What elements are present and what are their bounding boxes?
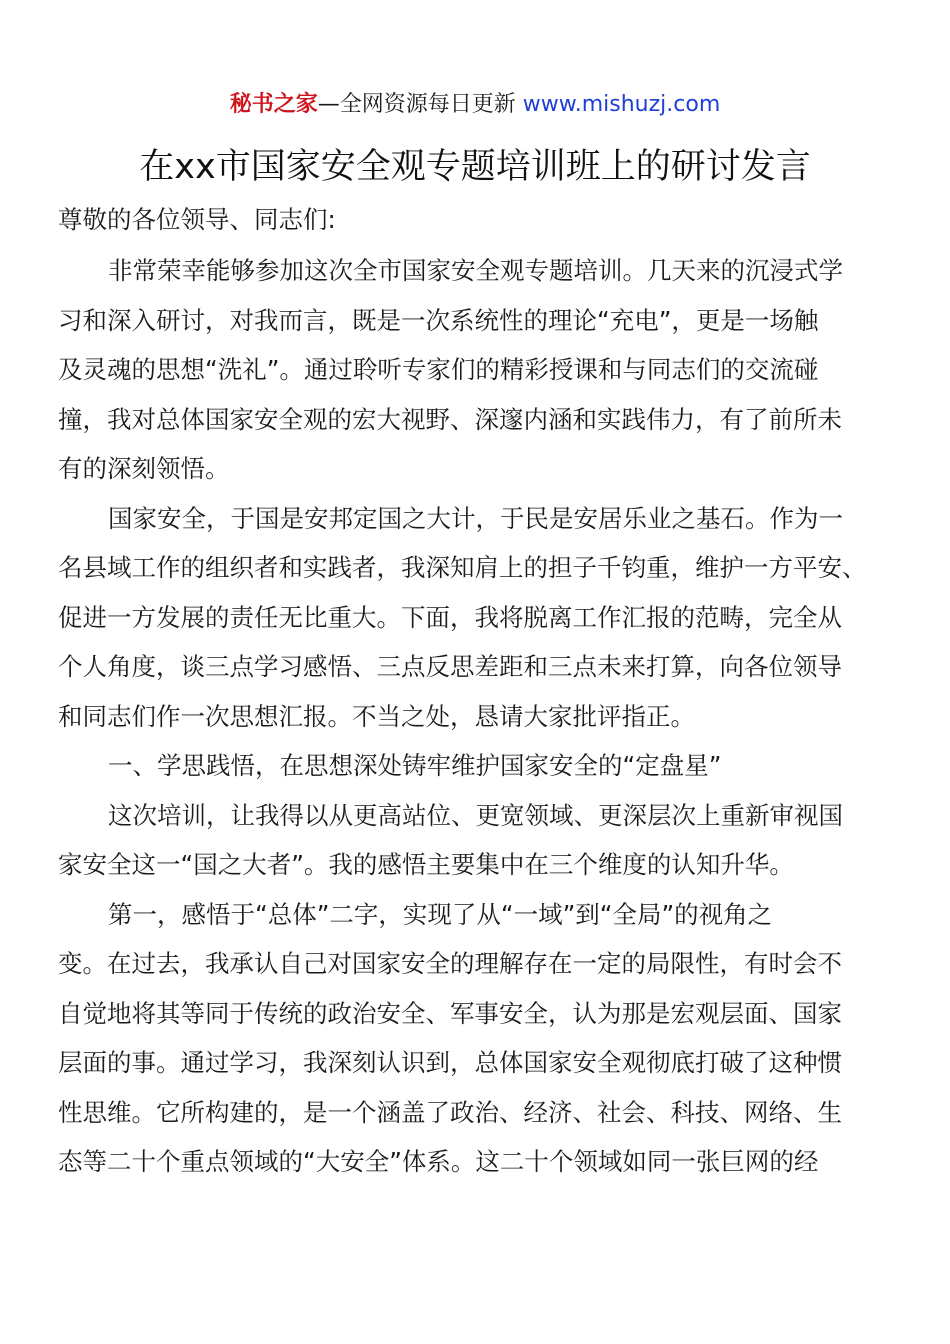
site-url-link[interactable]: www.mishuzj.com: [522, 92, 721, 117]
document-title: 在xx市国家安全观专题培训班上的研讨发言: [139, 147, 811, 187]
paragraph-line: 变。在过去，我承认自己对国家安全的理解存在一定的局限性，有时会不: [58, 949, 842, 978]
paragraph-line: 名县域工作的组织者和实践者，我深知肩上的担子千钧重，维护一方平安、: [58, 553, 867, 582]
paragraph-line: 家安全这一“国之大者”。我的感悟主要集中在三个维度的认知升华。: [58, 850, 794, 879]
salutation: 尊敬的各位领导、同志们:: [58, 205, 336, 234]
paragraph-line: 性思维。它所构建的，是一个涵盖了政治、经济、社会、科技、网络、生: [58, 1097, 842, 1127]
site-name: 秘书之家: [229, 92, 318, 117]
paragraph-line: 习和深入研讨，对我而言，既是一次系统性的理论“充电”，更是一场触: [58, 305, 819, 335]
section-heading: 一、学思践悟，在思想深处铸牢维护国家安全的“定盘星”: [108, 751, 722, 780]
document-body: [58, 246, 892, 1187]
paragraph-line: 态等二十个重点领域的“大安全”体系。这二十个领域如同一张巨网的经: [58, 1147, 819, 1176]
paragraph-line: 国家安全，于国是安邦定国之大计，于民是安居乐业之基石。作为一: [108, 503, 843, 533]
paragraph-line: 促进一方发展的责任无比重大。下面，我将脱离工作汇报的范畴，完全从: [58, 602, 842, 632]
site-slogan: —全网资源每日更新: [317, 92, 523, 117]
paragraph-line: 这次培训，让我得以从更高站位、更宽领域、更深层次上重新审视国: [108, 800, 843, 830]
paragraph-line: 第一，感悟于“总体”二字，实现了从“一域”到“全局”的视角之: [108, 899, 773, 929]
site-header: [0, 88, 950, 122]
paragraph-line: 个人角度，谈三点学习感悟、三点反思差距和三点未来打算，向各位领导: [58, 652, 842, 681]
paragraph-line: 自觉地将其等同于传统的政治安全、军事安全，认为那是宏观层面、国家: [58, 998, 842, 1028]
paragraph-line: 层面的事。通过学习，我深刻认识到，总体国家安全观彻底打破了这种惯: [58, 1048, 842, 1077]
paragraph-line: 撞，我对总体国家安全观的宏大视野、深邃内涵和实践伟力，有了前所未: [58, 404, 842, 434]
paragraph-line: 和同志们作一次思想汇报。不当之处，恳请大家批评指正。: [58, 701, 695, 731]
paragraph-line: 非常荣幸能够参加这次全市国家安全观专题培训。几天来的沉浸式学: [108, 256, 843, 285]
paragraph-line: 及灵魂的思想“洗礼”。通过聆听专家们的精彩授课和与同志们的交流碰: [58, 355, 819, 384]
paragraph-line: 有的深刻领悟。: [58, 454, 230, 483]
